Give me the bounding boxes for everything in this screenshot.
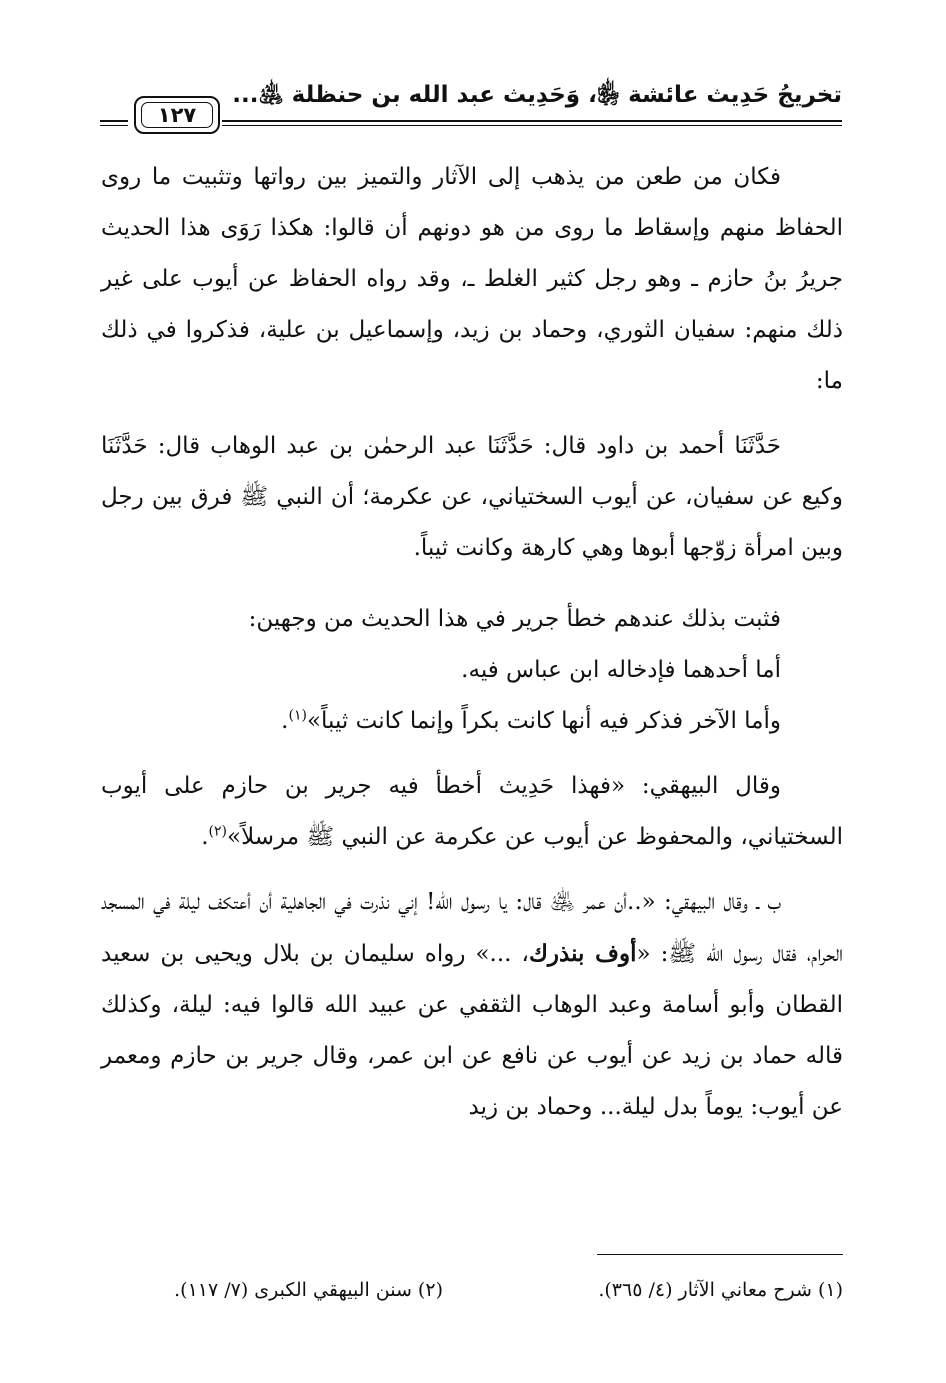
paragraph-5-text: وأما الآخر فذكر فيه أنها كانت بكراً وإنما كانت ثيباً» <box>306 708 781 734</box>
paragraph-4: أما أحدهما فإدخاله ابن عباس فيه. <box>461 657 781 683</box>
running-title: تخريجُ حَدِيث عائشة ﵂، وَحَدِيث عبد الله بن حنظلة ﵁... <box>232 82 842 108</box>
paragraph-6-end: . <box>201 824 209 850</box>
footnotes <box>101 1270 843 1310</box>
paragraph-7 <box>101 877 843 1133</box>
paragraph-6 <box>101 761 843 863</box>
paragraph-7-text-a: ب ـ وقال البيهقي: «..أن عمر ﵁ قال: يا رسول الله! إني نذرت في الجاهلية أن أعتكف ليلة في المسجد الحرام، فقال رسول الله ﷺ: « <box>101 889 844 967</box>
footnote-1: (١) شرح معاني الآثار (٤/ ٣٦٥). <box>598 1279 843 1301</box>
paragraph-5-end: . <box>281 708 289 734</box>
paragraph-3: فثبت بذلك عندهم خطأ جرير في هذا الحديث من وجهين: <box>248 606 781 632</box>
paragraph-2: حَدَّثَنَا أحمد بن داود قال: حَدَّثَنَا عبد الرحمٰن بن عبد الوهاب قال: حَدَّثَنَا وكيع عن سفيان، عن أيوب السختياني، عن عكرمة؛ أن النبي ﷺ فرق بين رجل وبين امرأة زوّجها أبوها وهي كارهة وكانت ثيباً. <box>101 433 843 561</box>
footnote-2: (٢) سنن البيهقي الكبرى (٧/ ١١٧). <box>174 1279 443 1301</box>
paragraph-6-text: وقال البيهقي: «فهذا حَدِيث أخطأ فيه جرير بن حازم على أيوب السختياني، والمحفوظ عن أيوب عن عكرمة عن النبي ﷺ مرسلاً» <box>101 773 843 850</box>
paragraph-5 <box>101 696 843 747</box>
page-number-frame <box>134 96 220 134</box>
main-text <box>101 152 843 1133</box>
paragraph-7-text-b: ، ...» رواه سليمان بن بلال ويحيى بن سعيد القطان وأبو أسامة وعبد الوهاب الثقفي عن عبيد الله قالوا فيه: ليلة، وكذلك قاله حماد بن زيد عن أيوب عن نافع عن ابن عمر، وقال جرير بن حازم ومعمر عن أيوب: يوماً بدل ليلة... وحماد بن زيد <box>101 941 843 1120</box>
paragraph-1: فكان من طعن من يذهب إلى الآثار والتميز بين رواتها وتثبيت ما روى الحفاظ منهم وإسقاط ما روى من هو دونهم أن قالوا: هكذا رَوَى هذا الحديث جريرُ بنُ حازم ـ وهو رجل كثير الغلط ـ، وقد رواه الحفاظ عن أيوب على غير ذلك منهم: سفيان الثوري، وحماد بن زيد، وإسماعيل بن علية، فذكروا في ذلك ما: <box>101 164 843 394</box>
footnote-separator <box>597 1254 843 1255</box>
header-rule-left <box>100 120 128 126</box>
footnote-ref-2: (٢) <box>208 823 228 840</box>
page-number: ١٢٧ <box>141 102 213 128</box>
page-header <box>100 70 842 130</box>
hadith-quote-bold: أوف بنذرك <box>528 940 637 967</box>
footnote-ref-1: (١) <box>288 707 307 724</box>
header-rule <box>222 120 842 126</box>
